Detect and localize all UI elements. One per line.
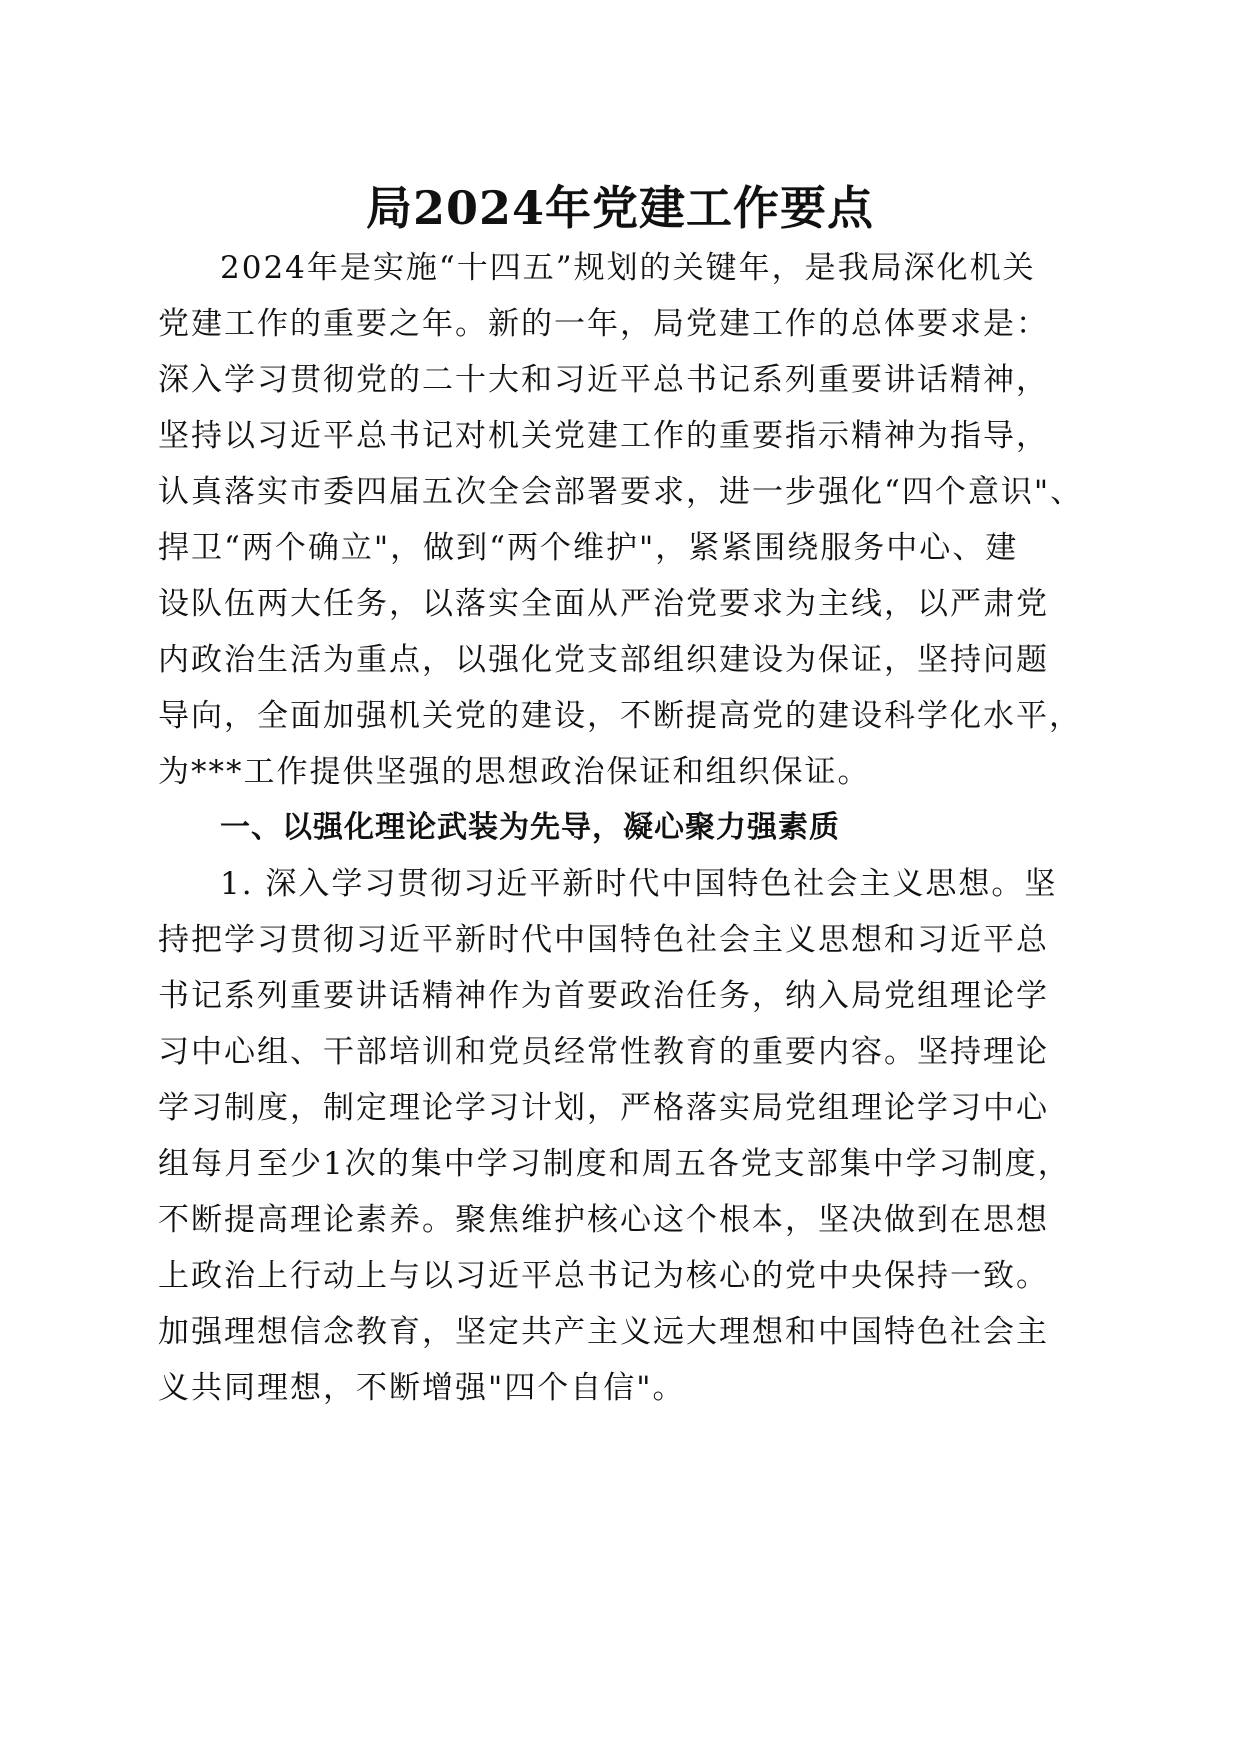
document-title: 局2024年党建工作要点: [365, 181, 875, 235]
paragraph-line: 深入学习贯彻党的二十大和习近平总书记系列重要讲话精神，: [158, 362, 1049, 398]
paragraph-line: 2024年是实施“十四五”规划的关键年，是我局深化机关: [220, 250, 1036, 286]
paragraph-line: 捍卫“两个确立"，做到“两个维护"，紧紧围绕服务中心、建: [158, 530, 1019, 566]
paragraph-line: 习中心组、干部培训和党员经常性教育的重要内容。坚持理论: [158, 1034, 1049, 1070]
paragraph-line: 认真落实市委四届五次全会部署要求，进一步强化“四个意识"、: [158, 474, 1084, 510]
paragraph-line: 内政治生活为重点，以强化党支部组织建设为保证，坚持问题: [158, 642, 1049, 678]
paragraph-line: 1. 深入学习贯彻习近平新时代中国特色社会主义思想。坚: [220, 866, 1058, 902]
paragraph-line: 持把学习贯彻习近平新时代中国特色社会主义思想和习近平总: [158, 922, 1049, 958]
paragraph-line: 坚持以习近平总书记对机关党建工作的重要指示精神为指导，: [158, 418, 1049, 454]
paragraph-line: 书记系列重要讲话精神作为首要政治任务，纳入局党组理论学: [158, 978, 1049, 1014]
paragraph-line: 党建工作的重要之年。新的一年，局党建工作的总体要求是：: [158, 306, 1049, 342]
paragraph-line: 上政治上行动上与以习近平总书记为核心的党中央保持一致。: [158, 1258, 1049, 1294]
paragraph-line: 义共同理想，不断增强"四个自信"。: [158, 1370, 686, 1406]
document-body: [158, 240, 1118, 1416]
paragraph-line: 导向，全面加强机关党的建设，不断提高党的建设科学化水平，: [158, 698, 1082, 734]
paragraph-line: 组每月至少1次的集中学习制度和周五各党支部集中学习制度，: [158, 1146, 1071, 1182]
paragraph-line: 为***工作提供坚强的思想政治保证和组织保证。: [158, 754, 871, 790]
paragraph-line: 不断提高理论素养。聚焦维护核心这个根本，坚决做到在思想: [158, 1202, 1049, 1238]
section-heading: 一、以强化理论武装为先导，凝心聚力强素质: [220, 810, 840, 845]
paragraph-line: 设队伍两大任务，以落实全面从严治党要求为主线，以严肃党: [158, 586, 1049, 622]
paragraph-line: 学习制度，制定理论学习计划，严格落实局党组理论学习中心: [158, 1090, 1049, 1126]
paragraph-line: 加强理想信念教育，坚定共产主义远大理想和中国特色社会主: [158, 1314, 1049, 1350]
